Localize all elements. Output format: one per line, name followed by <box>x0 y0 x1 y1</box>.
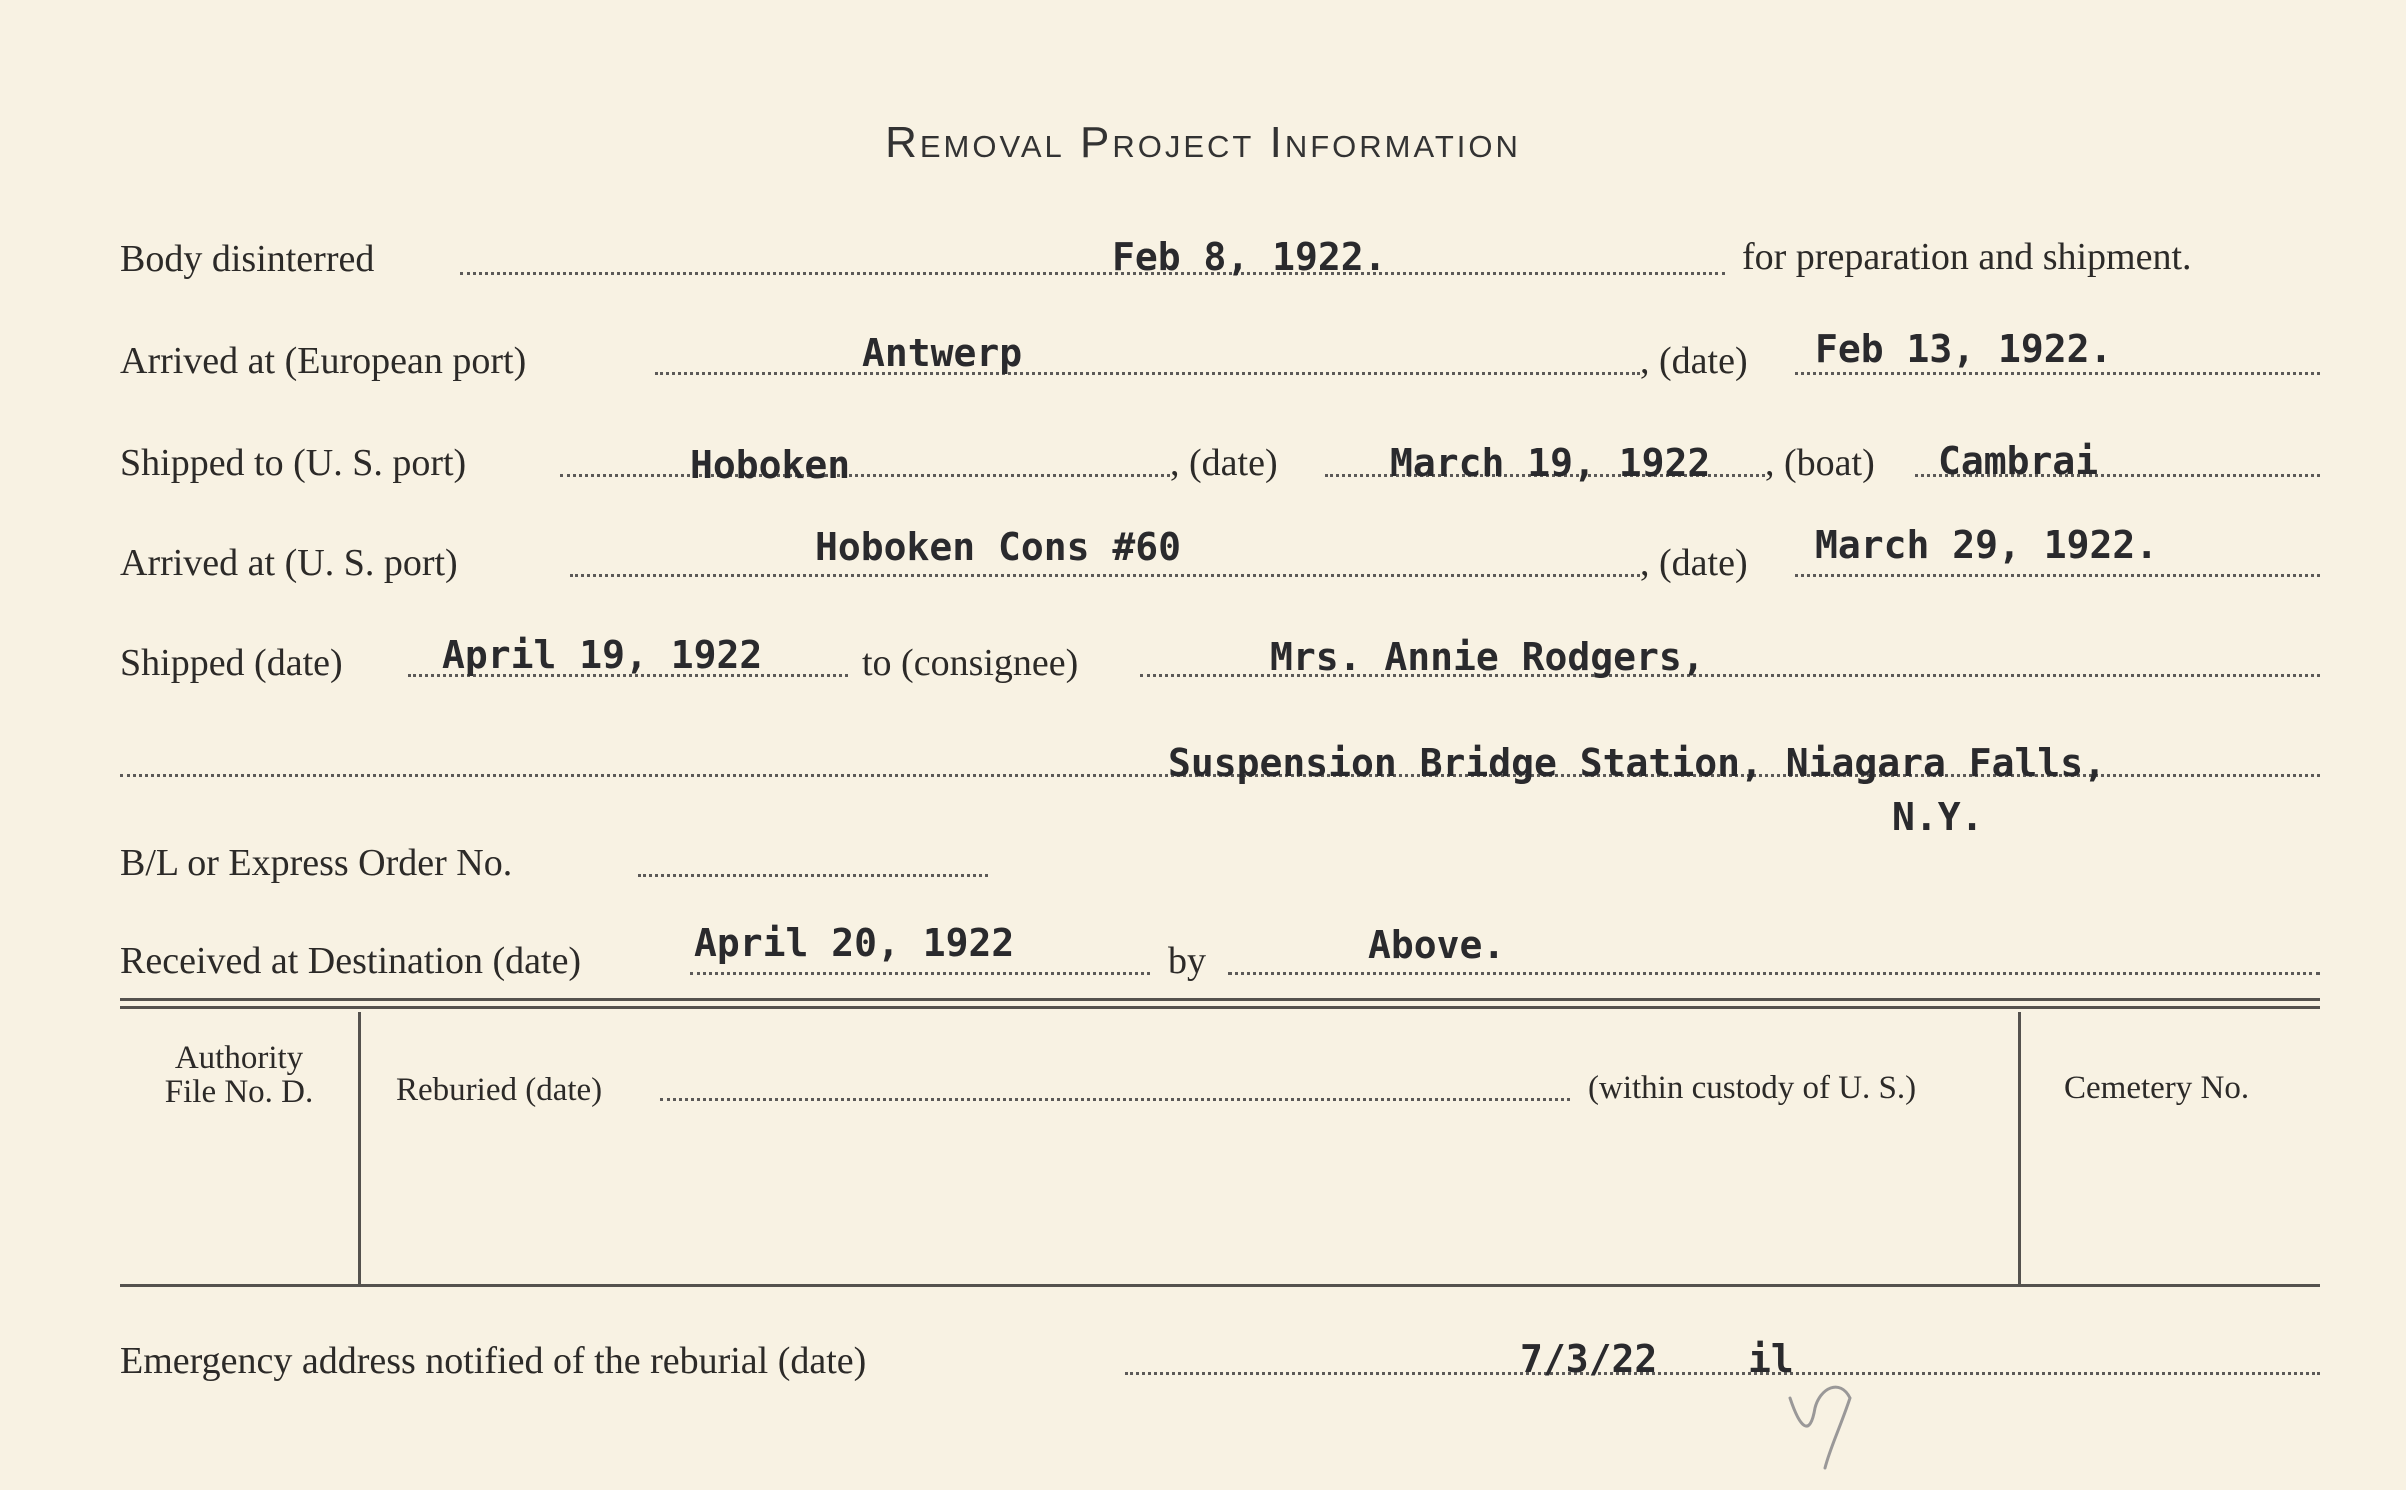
received-label: Received at Destination (date) <box>120 940 582 982</box>
received-date: April 20, 1922 <box>694 921 1015 965</box>
european-port-line <box>655 372 1640 375</box>
authority-label-1: Authority <box>174 1040 304 1076</box>
bl-order-label: B/L or Express Order No. <box>120 842 513 884</box>
consignee-value: Mrs. Annie Rodgers, <box>1270 635 1705 679</box>
body-disinterred-line <box>460 272 1725 275</box>
shipped-us-port-boat-label: , (boat) <box>1765 442 1875 484</box>
box-bottom-rule <box>120 1284 2320 1287</box>
shipped-date-label: Shipped (date) <box>120 642 343 684</box>
body-disinterred-suffix: for preparation and shipment. <box>1742 236 2192 278</box>
cemetery-label: Cemetery No. <box>2064 1070 2250 1106</box>
european-port-date-line <box>1795 372 2320 375</box>
consignee-label: to (consignee) <box>862 642 1079 684</box>
arrived-us-port-date: March 29, 1922. <box>1815 523 2159 567</box>
address-line-2: N.Y. <box>1892 795 1984 839</box>
shipped-us-port-boat: Cambrai <box>1938 439 2099 483</box>
box-divider-left <box>358 1012 361 1284</box>
custody-label: (within custody of U. S.) <box>1588 1070 1917 1106</box>
emergency-initials: il <box>1748 1337 1794 1381</box>
received-by-label: by <box>1168 940 1206 982</box>
emergency-label: Emergency address notified of the reburial (date) <box>120 1340 867 1382</box>
arrived-us-port-line <box>570 574 1640 577</box>
reburied-line <box>660 1098 1570 1101</box>
box-top-rule-2 <box>120 1006 2320 1009</box>
emergency-date: 7/3/22 <box>1520 1337 1658 1381</box>
european-port-label: Arrived at (European port) <box>120 340 527 382</box>
shipped-date-value: April 19, 1922 <box>442 633 763 677</box>
received-date-line <box>690 972 1150 975</box>
authority-label-2: File No. D. <box>164 1074 314 1110</box>
european-port-value: Antwerp <box>862 331 1023 375</box>
box-divider-right <box>2018 1012 2021 1284</box>
european-port-date: Feb 13, 1922. <box>1815 327 2113 371</box>
arrived-us-port-date-label: , (date) <box>1640 542 1748 584</box>
pencil-mark-icon <box>1780 1368 1870 1478</box>
reburied-label: Reburied (date) <box>396 1072 603 1108</box>
arrived-us-port-value: Hoboken Cons #60 <box>815 525 1182 569</box>
address-line-1: Suspension Bridge Station, Niagara Falls, <box>1168 741 2106 785</box>
arrived-us-port-date-line <box>1795 574 2320 577</box>
shipped-us-port-line <box>560 474 1170 477</box>
shipped-us-port-label: Shipped to (U. S. port) <box>120 442 467 484</box>
european-port-date-label: , (date) <box>1640 340 1748 382</box>
card-title: Removal Project Information <box>885 118 1521 167</box>
arrived-us-port-label: Arrived at (U. S. port) <box>120 542 458 584</box>
body-disinterred-label: Body disinterred <box>120 238 375 280</box>
emergency-line <box>1125 1372 2320 1375</box>
box-top-rule-1 <box>120 998 2320 1001</box>
received-by-value: Above. <box>1368 923 1506 967</box>
shipped-us-port-date: March 19, 1922 <box>1390 441 1711 485</box>
shipped-us-port-date-label: , (date) <box>1170 442 1278 484</box>
body-disinterred-value: Feb 8, 1922. <box>1112 235 1387 279</box>
shipped-us-port-value: Hoboken <box>690 443 851 487</box>
bl-order-line <box>638 874 988 877</box>
received-by-line <box>1228 972 2320 975</box>
